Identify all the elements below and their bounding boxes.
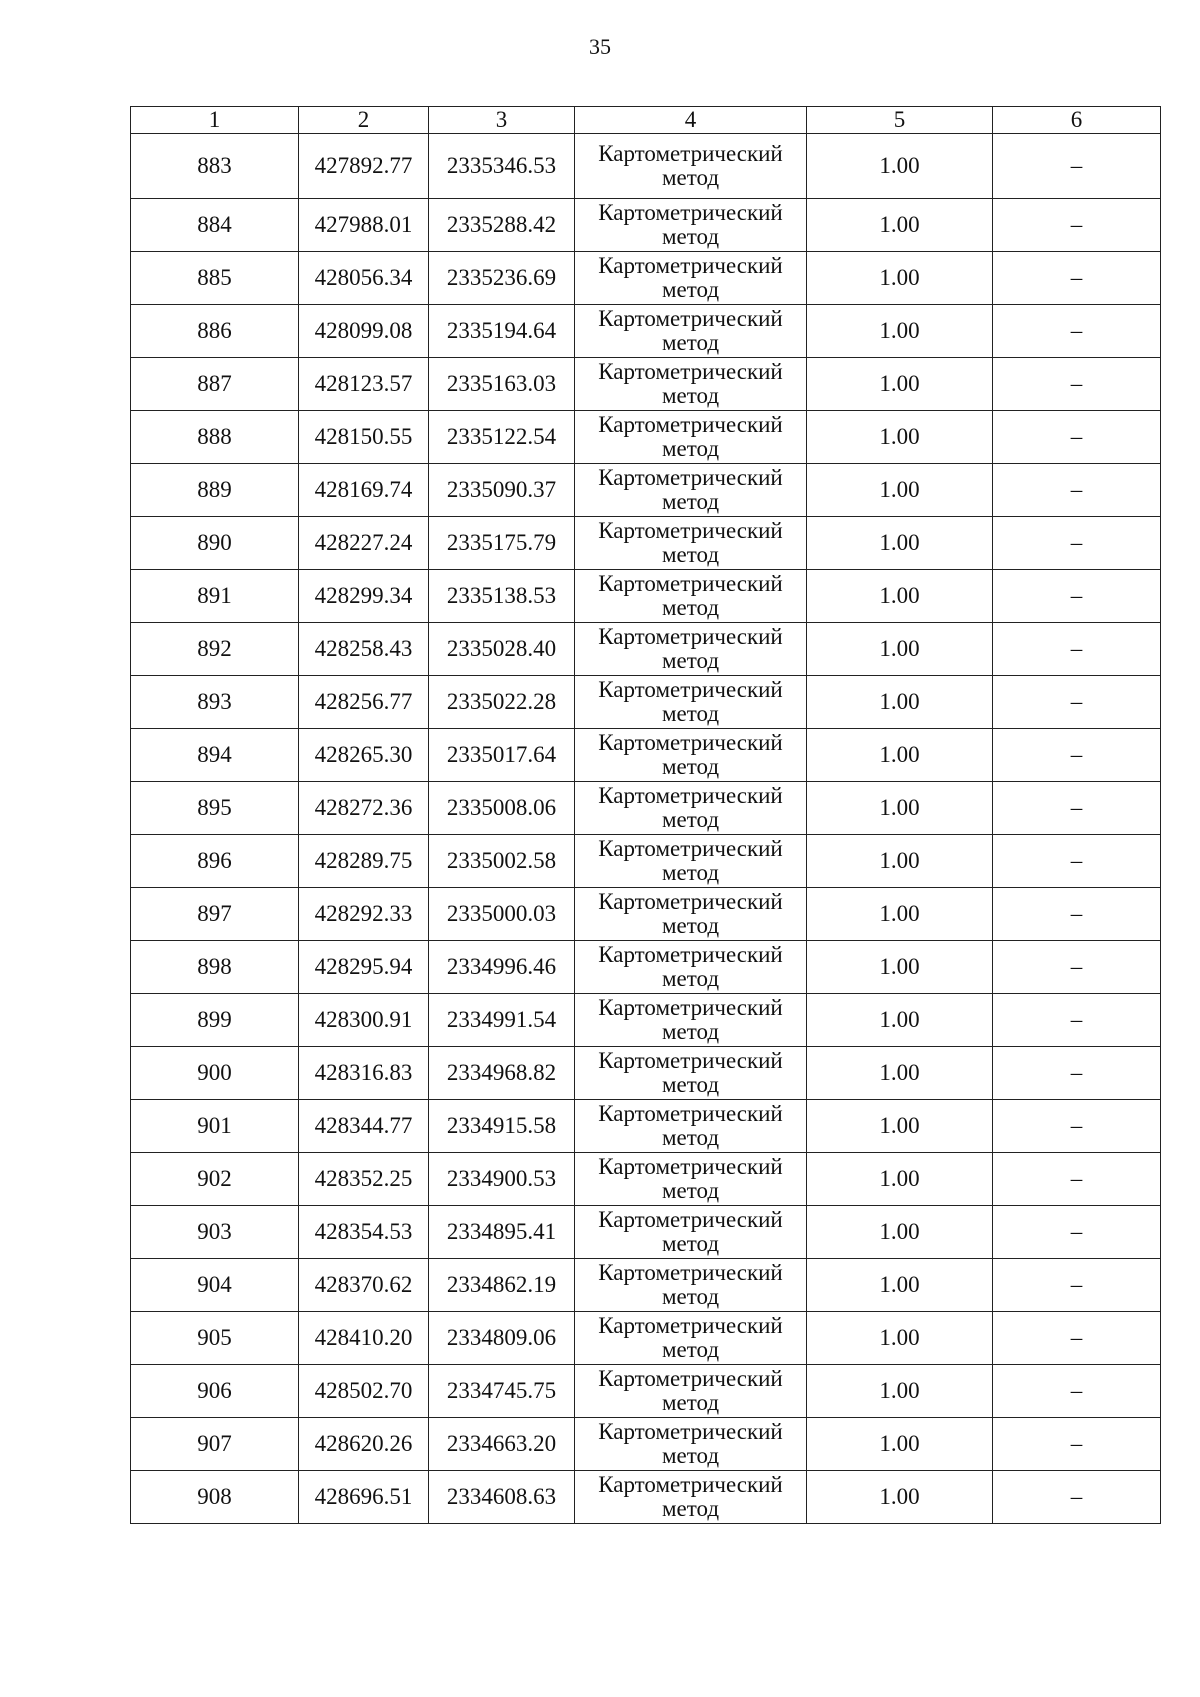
- method-line-2: метод: [661, 436, 720, 461]
- x-coordinate-cell: 428295.94: [299, 941, 429, 994]
- accuracy-cell: 1.00: [807, 782, 993, 835]
- table-row: [131, 252, 1161, 305]
- y-coordinate-cell: 2335028.40: [429, 623, 575, 676]
- accuracy-cell: 1.00: [807, 464, 993, 517]
- method-line-1: Картометрический: [598, 677, 783, 702]
- accuracy-cell: 1.00: [807, 517, 993, 570]
- method-line-2: метод: [661, 330, 720, 355]
- point-number-cell: 889: [131, 464, 299, 517]
- column-header: 2: [299, 107, 429, 134]
- method-line-1: Картометрический: [598, 995, 783, 1020]
- method-line-2: метод: [661, 807, 720, 832]
- point-number-cell: 903: [131, 1206, 299, 1259]
- note-cell: –: [993, 835, 1161, 888]
- note-cell: –: [993, 729, 1161, 782]
- method-cell: [575, 782, 807, 835]
- x-coordinate-cell: 428227.24: [299, 517, 429, 570]
- table-row: [131, 517, 1161, 570]
- method-line-2: метод: [661, 489, 720, 514]
- method-line-1: Картометрический: [598, 836, 783, 861]
- y-coordinate-cell: 2335346.53: [429, 134, 575, 199]
- y-coordinate-cell: 2334996.46: [429, 941, 575, 994]
- y-coordinate-cell: 2335090.37: [429, 464, 575, 517]
- column-header: 4: [575, 107, 807, 134]
- method-cell: [575, 1259, 807, 1312]
- method-cell: [575, 1100, 807, 1153]
- accuracy-cell: 1.00: [807, 888, 993, 941]
- y-coordinate-cell: 2334745.75: [429, 1365, 575, 1418]
- point-number-cell: 900: [131, 1047, 299, 1100]
- note-cell: –: [993, 199, 1161, 252]
- point-number-cell: 904: [131, 1259, 299, 1312]
- method-line-2: метод: [661, 1337, 720, 1362]
- method-line-2: метод: [661, 542, 720, 567]
- y-coordinate-cell: 2335194.64: [429, 305, 575, 358]
- note-cell: –: [993, 676, 1161, 729]
- accuracy-cell: 1.00: [807, 570, 993, 623]
- x-coordinate-cell: 428265.30: [299, 729, 429, 782]
- y-coordinate-cell: 2335022.28: [429, 676, 575, 729]
- method-line-1: Картометрический: [598, 1154, 783, 1179]
- note-cell: –: [993, 941, 1161, 994]
- x-coordinate-cell: 428150.55: [299, 411, 429, 464]
- x-coordinate-cell: 428099.08: [299, 305, 429, 358]
- method-line-1: Картометрический: [598, 1048, 783, 1073]
- note-cell: –: [993, 464, 1161, 517]
- table-row: [131, 1047, 1161, 1100]
- table-body: [131, 134, 1161, 1524]
- method-line-1: Картометрический: [598, 783, 783, 808]
- point-number-cell: 906: [131, 1365, 299, 1418]
- note-cell: –: [993, 1100, 1161, 1153]
- point-number-cell: 886: [131, 305, 299, 358]
- table-row: [131, 1206, 1161, 1259]
- method-cell: [575, 134, 807, 199]
- method-line-1: Картометрический: [598, 465, 783, 490]
- accuracy-cell: 1.00: [807, 1471, 993, 1524]
- x-coordinate-cell: 428289.75: [299, 835, 429, 888]
- table-row: [131, 1259, 1161, 1312]
- x-coordinate-cell: 428300.91: [299, 994, 429, 1047]
- x-coordinate-cell: 428056.34: [299, 252, 429, 305]
- point-number-cell: 898: [131, 941, 299, 994]
- method-cell: [575, 994, 807, 1047]
- point-number-cell: 896: [131, 835, 299, 888]
- y-coordinate-cell: 2335017.64: [429, 729, 575, 782]
- y-coordinate-cell: 2335288.42: [429, 199, 575, 252]
- method-line-1: Картометрический: [598, 518, 783, 543]
- x-coordinate-cell: 428410.20: [299, 1312, 429, 1365]
- note-cell: –: [993, 782, 1161, 835]
- note-cell: –: [993, 1312, 1161, 1365]
- accuracy-cell: 1.00: [807, 134, 993, 199]
- method-line-2: метод: [661, 1284, 720, 1309]
- accuracy-cell: 1.00: [807, 1365, 993, 1418]
- method-line-2: метод: [661, 383, 720, 408]
- column-header: 3: [429, 107, 575, 134]
- y-coordinate-cell: 2335138.53: [429, 570, 575, 623]
- table-row: [131, 1153, 1161, 1206]
- y-coordinate-cell: 2334895.41: [429, 1206, 575, 1259]
- method-cell: [575, 1365, 807, 1418]
- accuracy-cell: 1.00: [807, 676, 993, 729]
- x-coordinate-cell: 428696.51: [299, 1471, 429, 1524]
- y-coordinate-cell: 2335175.79: [429, 517, 575, 570]
- point-number-cell: 905: [131, 1312, 299, 1365]
- table-row: [131, 1365, 1161, 1418]
- y-coordinate-cell: 2334608.63: [429, 1471, 575, 1524]
- y-coordinate-cell: 2334862.19: [429, 1259, 575, 1312]
- column-header: 6: [993, 107, 1161, 134]
- method-line-2: метод: [661, 1019, 720, 1044]
- y-coordinate-cell: 2335008.06: [429, 782, 575, 835]
- method-cell: [575, 464, 807, 517]
- note-cell: –: [993, 517, 1161, 570]
- note-cell: –: [993, 358, 1161, 411]
- method-line-2: метод: [661, 754, 720, 779]
- table-row: [131, 782, 1161, 835]
- y-coordinate-cell: 2335002.58: [429, 835, 575, 888]
- method-line-2: метод: [661, 595, 720, 620]
- accuracy-cell: 1.00: [807, 358, 993, 411]
- x-coordinate-cell: 427892.77: [299, 134, 429, 199]
- point-number-cell: 890: [131, 517, 299, 570]
- method-line-2: метод: [661, 1178, 720, 1203]
- point-number-cell: 897: [131, 888, 299, 941]
- x-coordinate-cell: 428258.43: [299, 623, 429, 676]
- note-cell: –: [993, 252, 1161, 305]
- method-cell: [575, 358, 807, 411]
- note-cell: –: [993, 570, 1161, 623]
- point-number-cell: 885: [131, 252, 299, 305]
- table-row: [131, 888, 1161, 941]
- y-coordinate-cell: 2335122.54: [429, 411, 575, 464]
- point-number-cell: 894: [131, 729, 299, 782]
- method-line-1: Картометрический: [598, 1207, 783, 1232]
- note-cell: –: [993, 623, 1161, 676]
- method-cell: [575, 676, 807, 729]
- method-cell: [575, 517, 807, 570]
- y-coordinate-cell: 2334915.58: [429, 1100, 575, 1153]
- method-cell: [575, 1047, 807, 1100]
- column-header: 1: [131, 107, 299, 134]
- method-line-1: Картометрический: [598, 141, 783, 166]
- accuracy-cell: 1.00: [807, 1206, 993, 1259]
- point-number-cell: 883: [131, 134, 299, 199]
- table-row: [131, 623, 1161, 676]
- method-line-2: метод: [661, 224, 720, 249]
- accuracy-cell: 1.00: [807, 1100, 993, 1153]
- method-cell: [575, 570, 807, 623]
- method-line-1: Картометрический: [598, 253, 783, 278]
- method-cell: [575, 835, 807, 888]
- note-cell: –: [993, 1471, 1161, 1524]
- accuracy-cell: 1.00: [807, 729, 993, 782]
- method-cell: [575, 411, 807, 464]
- note-cell: –: [993, 1153, 1161, 1206]
- point-number-cell: 902: [131, 1153, 299, 1206]
- accuracy-cell: 1.00: [807, 252, 993, 305]
- x-coordinate-cell: 428344.77: [299, 1100, 429, 1153]
- x-coordinate-cell: 428292.33: [299, 888, 429, 941]
- x-coordinate-cell: 428272.36: [299, 782, 429, 835]
- method-cell: [575, 1206, 807, 1259]
- method-line-2: метод: [661, 1231, 720, 1256]
- x-coordinate-cell: 428169.74: [299, 464, 429, 517]
- method-line-1: Картометрический: [598, 624, 783, 649]
- method-cell: [575, 729, 807, 782]
- point-number-cell: 892: [131, 623, 299, 676]
- x-coordinate-cell: 428316.83: [299, 1047, 429, 1100]
- method-line-2: метод: [661, 648, 720, 673]
- method-line-2: метод: [661, 1443, 720, 1468]
- table-row: [131, 464, 1161, 517]
- accuracy-cell: 1.00: [807, 835, 993, 888]
- table-header-row: [131, 107, 1161, 134]
- accuracy-cell: 1.00: [807, 941, 993, 994]
- y-coordinate-cell: 2334968.82: [429, 1047, 575, 1100]
- point-number-cell: 893: [131, 676, 299, 729]
- method-line-1: Картометрический: [598, 1101, 783, 1126]
- method-line-1: Картометрический: [598, 1472, 783, 1497]
- table-row: [131, 134, 1161, 199]
- table-row: [131, 411, 1161, 464]
- coordinates-table: [130, 106, 1161, 1524]
- point-number-cell: 888: [131, 411, 299, 464]
- method-cell: [575, 252, 807, 305]
- x-coordinate-cell: 428354.53: [299, 1206, 429, 1259]
- note-cell: –: [993, 1047, 1161, 1100]
- accuracy-cell: 1.00: [807, 623, 993, 676]
- table-row: [131, 1100, 1161, 1153]
- table-row: [131, 570, 1161, 623]
- method-line-1: Картометрический: [598, 1260, 783, 1285]
- page-number: 35: [589, 34, 611, 59]
- method-line-1: Картометрический: [598, 200, 783, 225]
- method-line-1: Картометрический: [598, 359, 783, 384]
- table-row: [131, 994, 1161, 1047]
- y-coordinate-cell: 2334900.53: [429, 1153, 575, 1206]
- point-number-cell: 887: [131, 358, 299, 411]
- method-cell: [575, 305, 807, 358]
- method-cell: [575, 1312, 807, 1365]
- method-cell: [575, 1471, 807, 1524]
- method-line-1: Картометрический: [598, 942, 783, 967]
- x-coordinate-cell: 428620.26: [299, 1418, 429, 1471]
- accuracy-cell: 1.00: [807, 411, 993, 464]
- method-cell: [575, 623, 807, 676]
- method-line-1: Картометрический: [598, 306, 783, 331]
- x-coordinate-cell: 428352.25: [299, 1153, 429, 1206]
- method-line-1: Картометрический: [598, 730, 783, 755]
- accuracy-cell: 1.00: [807, 1418, 993, 1471]
- accuracy-cell: 1.00: [807, 1259, 993, 1312]
- column-header: 5: [807, 107, 993, 134]
- accuracy-cell: 1.00: [807, 1047, 993, 1100]
- note-cell: –: [993, 411, 1161, 464]
- point-number-cell: 908: [131, 1471, 299, 1524]
- note-cell: –: [993, 888, 1161, 941]
- y-coordinate-cell: 2335000.03: [429, 888, 575, 941]
- table-row: [131, 305, 1161, 358]
- x-coordinate-cell: 428299.34: [299, 570, 429, 623]
- method-line-1: Картометрический: [598, 889, 783, 914]
- method-line-2: метод: [661, 1496, 720, 1521]
- table-row: [131, 1312, 1161, 1365]
- y-coordinate-cell: 2335163.03: [429, 358, 575, 411]
- accuracy-cell: 1.00: [807, 1153, 993, 1206]
- note-cell: –: [993, 1259, 1161, 1312]
- point-number-cell: 907: [131, 1418, 299, 1471]
- x-coordinate-cell: 428123.57: [299, 358, 429, 411]
- table-row: [131, 729, 1161, 782]
- note-cell: –: [993, 134, 1161, 199]
- x-coordinate-cell: 428370.62: [299, 1259, 429, 1312]
- method-cell: [575, 199, 807, 252]
- table-row: [131, 676, 1161, 729]
- note-cell: –: [993, 994, 1161, 1047]
- y-coordinate-cell: 2334991.54: [429, 994, 575, 1047]
- y-coordinate-cell: 2334663.20: [429, 1418, 575, 1471]
- method-line-2: метод: [661, 1390, 720, 1415]
- point-number-cell: 901: [131, 1100, 299, 1153]
- method-cell: [575, 1153, 807, 1206]
- accuracy-cell: 1.00: [807, 994, 993, 1047]
- method-line-1: Картометрический: [598, 571, 783, 596]
- accuracy-cell: 1.00: [807, 1312, 993, 1365]
- point-number-cell: 895: [131, 782, 299, 835]
- method-cell: [575, 888, 807, 941]
- method-line-1: Картометрический: [598, 1366, 783, 1391]
- method-cell: [575, 1418, 807, 1471]
- method-line-2: метод: [661, 860, 720, 885]
- method-line-1: Картометрический: [598, 1419, 783, 1444]
- point-number-cell: 899: [131, 994, 299, 1047]
- x-coordinate-cell: 428502.70: [299, 1365, 429, 1418]
- method-line-1: Картометрический: [598, 412, 783, 437]
- y-coordinate-cell: 2334809.06: [429, 1312, 575, 1365]
- point-number-cell: 884: [131, 199, 299, 252]
- table-row: [131, 358, 1161, 411]
- method-line-2: метод: [661, 165, 720, 190]
- accuracy-cell: 1.00: [807, 199, 993, 252]
- method-line-2: метод: [661, 966, 720, 991]
- method-line-2: метод: [661, 913, 720, 938]
- note-cell: –: [993, 1365, 1161, 1418]
- table-row: [131, 835, 1161, 888]
- note-cell: –: [993, 305, 1161, 358]
- method-line-2: метод: [661, 701, 720, 726]
- method-line-2: метод: [661, 277, 720, 302]
- method-cell: [575, 941, 807, 994]
- x-coordinate-cell: 427988.01: [299, 199, 429, 252]
- point-number-cell: 891: [131, 570, 299, 623]
- table-row: [131, 1418, 1161, 1471]
- method-line-2: метод: [661, 1125, 720, 1150]
- table-row: [131, 199, 1161, 252]
- accuracy-cell: 1.00: [807, 305, 993, 358]
- x-coordinate-cell: 428256.77: [299, 676, 429, 729]
- note-cell: –: [993, 1418, 1161, 1471]
- note-cell: –: [993, 1206, 1161, 1259]
- method-line-1: Картометрический: [598, 1313, 783, 1338]
- table-row: [131, 1471, 1161, 1524]
- y-coordinate-cell: 2335236.69: [429, 252, 575, 305]
- table-row: [131, 941, 1161, 994]
- method-line-2: метод: [661, 1072, 720, 1097]
